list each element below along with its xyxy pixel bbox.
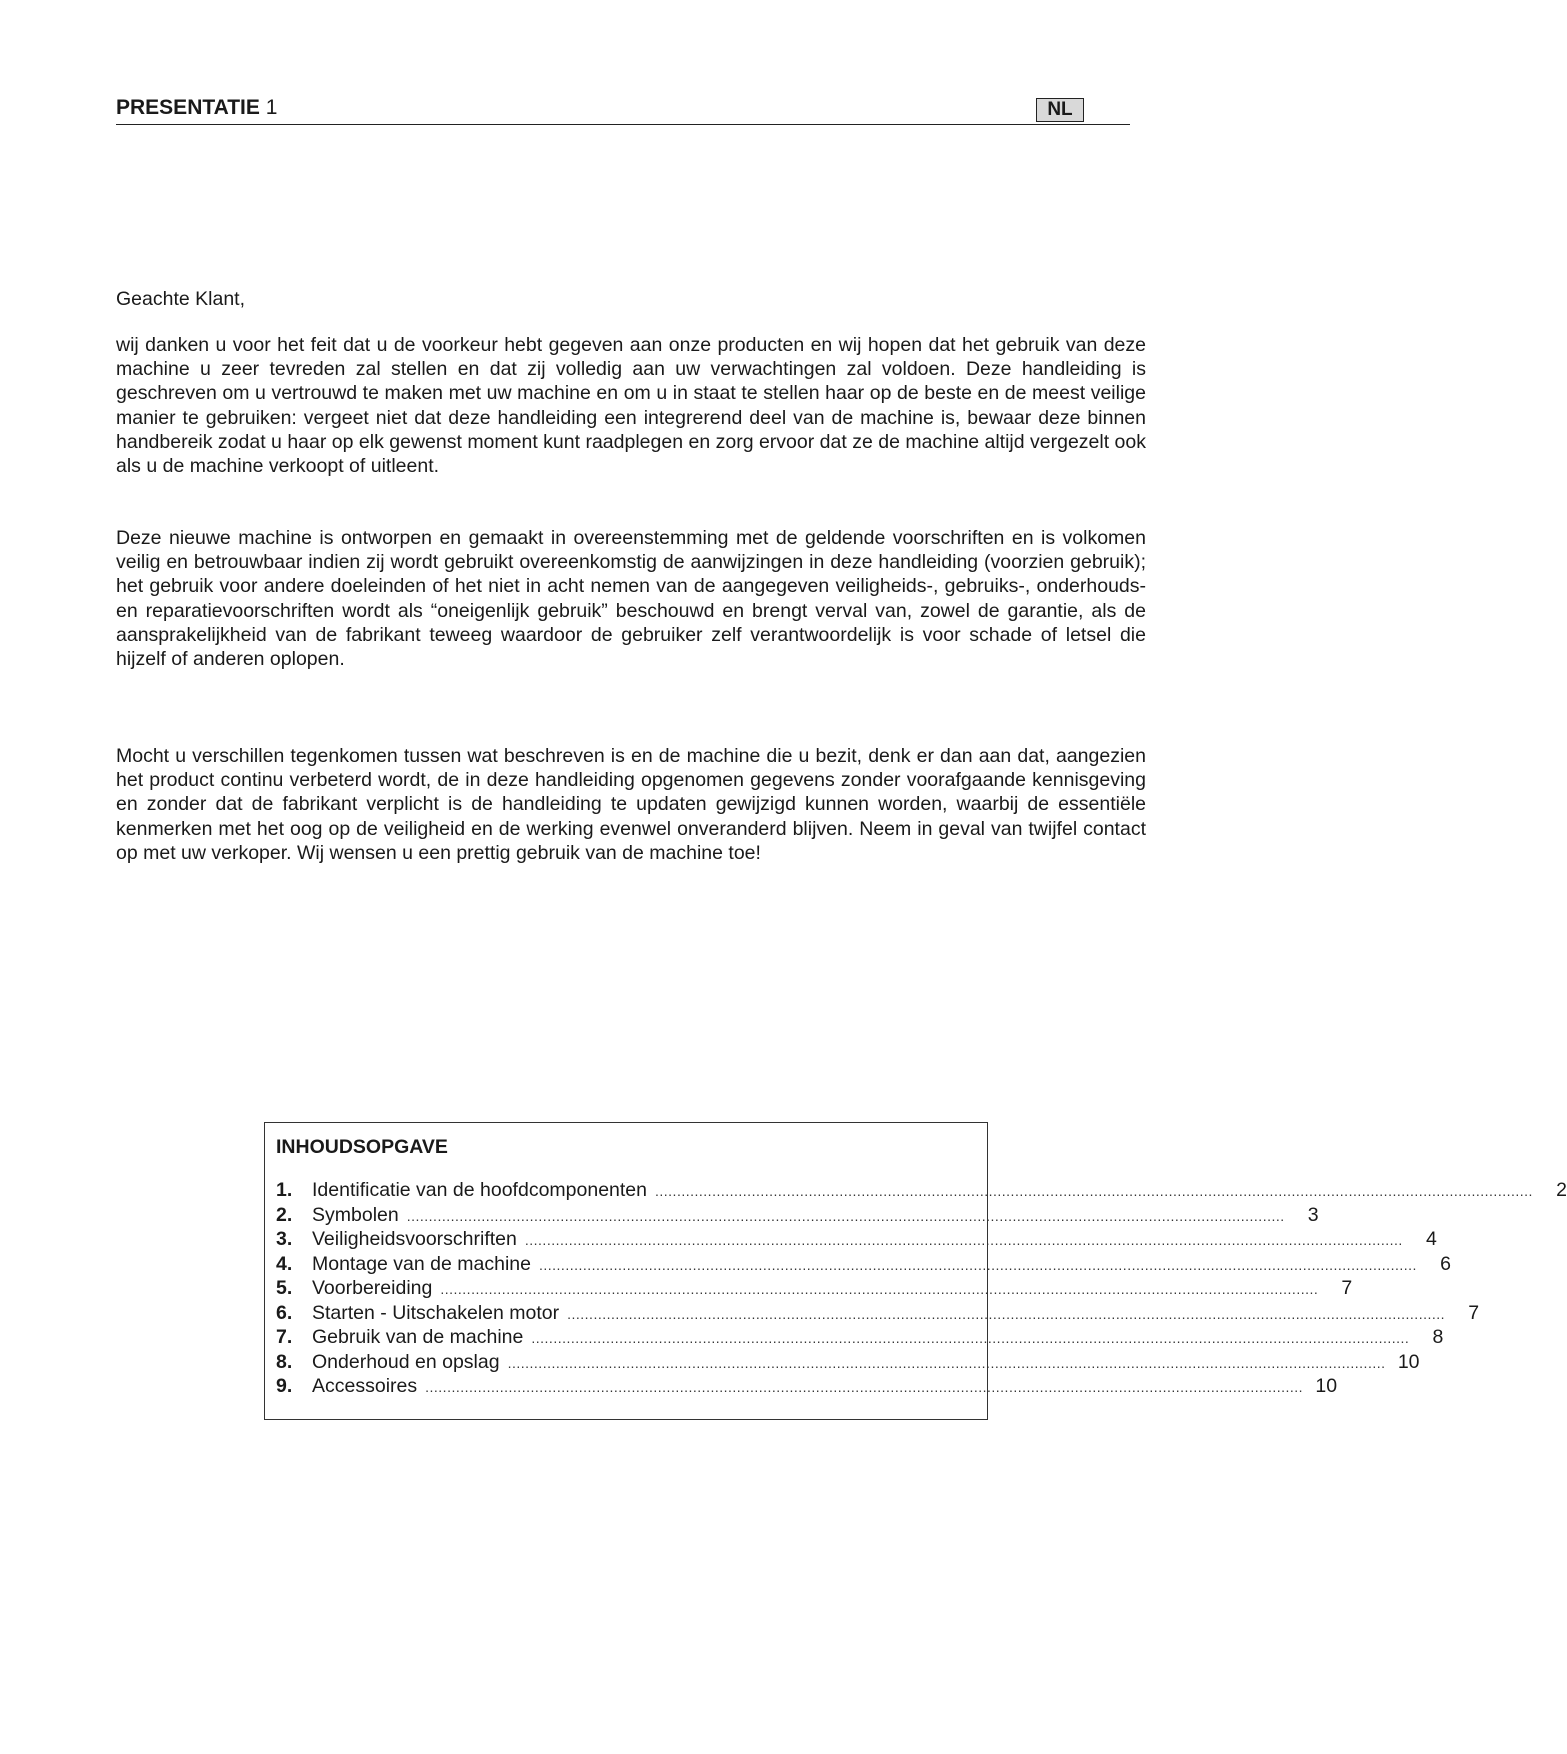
toc-item-label: Gebruik van de machine [312,1326,524,1348]
toc-dot-leader: ........................................................................................................................................................................................................ [531,1330,1410,1346]
toc-item[interactable] [276,1228,1437,1253]
toc-item-number: 8. [276,1350,293,1373]
toc-dot-leader: ........................................................................................................................................................................................................ [538,1256,1417,1273]
section-number: 1 [265,96,278,119]
toc-item-page: 8 [1432,1326,1444,1348]
toc-title: INHOUDSOPGAVE [276,1136,448,1158]
toc-item-page: 2 [1556,1179,1567,1201]
toc-dot-leader: ........................................................................................................................................................................................................ [567,1305,1446,1322]
toc-item-number: 6. [276,1301,293,1324]
toc-item-page: 4 [1425,1228,1437,1250]
table-of-contents [264,1122,1567,1420]
toc-item-number: 3. [276,1228,293,1250]
toc-item-label: Starten - Uitschakelen motor [312,1301,560,1324]
toc-item-label: Veiligheidsvoorschriften [312,1228,517,1250]
toc-item-page: 6 [1440,1252,1451,1275]
language-badge: NL [1036,98,1084,122]
toc-item-label: Identificatie van de hoofdcomponenten [312,1179,647,1201]
toc-list [276,1179,1567,1400]
toc-item[interactable] [276,1252,1451,1278]
intro-paragraph-2: Deze nieuwe machine is ontworpen en gemaakt in overeenstemming met de geldende voorschriften en is volkomen veilig en betrouwbaar indien zij wordt gebruikt overeenkomstig de aanwijzingen in deze handleiding (voorzien gebruik); het gebruik voor andere doeleinden of het niet in acht nemen van de aangegeven veiligheids-, gebruiks-, onderhouds- en reparatievoorschriften wordt als “oneigenlijk gebruik” beschouwd en brengt verval van, zowel de garantie, als de aansprakelijkheid van de fabrikant teweeg waardoor de gebruiker zelf verantwoordelijk is voor schade of letsel die hijzelf of anderen oplopen. [116,527,1146,671]
toc-item-page: 7 [1468,1301,1480,1324]
toc-item-label: Accessoires [312,1375,418,1397]
toc-item-number: 1. [276,1179,293,1201]
toc-item-number: 9. [276,1375,293,1397]
toc-item[interactable] [276,1277,1353,1302]
page-header [116,94,1130,125]
toc-dot-leader: ........................................................................................................................................................................................................ [440,1281,1319,1297]
toc-item[interactable] [276,1375,1338,1400]
toc-item-label: Voorbereiding [312,1277,433,1299]
toc-item-number: 5. [276,1277,293,1299]
toc-dot-leader: ........................................................................................................................................................................................................ [655,1183,1533,1199]
greeting: Geachte Klant, [116,288,245,310]
toc-item-page: 3 [1307,1203,1319,1226]
toc-item[interactable] [276,1179,1567,1204]
section-title [116,96,277,120]
toc-item-label: Montage van de machine [312,1252,531,1275]
toc-item-page: 7 [1341,1277,1353,1299]
toc-item-number: 4. [276,1252,293,1275]
toc-dot-leader: ........................................................................................................................................................................................................ [507,1354,1386,1371]
toc-dot-leader: ........................................................................................................................................................................................................ [406,1207,1285,1224]
toc-item-number: 2. [276,1203,293,1226]
toc-item-page: 10 [1397,1350,1420,1373]
toc-dot-leader: ........................................................................................................................................................................................................ [524,1232,1403,1248]
toc-item[interactable] [276,1326,1444,1351]
toc-item-label: Symbolen [312,1203,399,1226]
toc-item[interactable] [276,1350,1420,1376]
intro-paragraph-3: Mocht u verschillen tegenkomen tussen wat beschreven is en de machine die u bezit, denk er dan aan dat, aangezien het product continu verbeterd wordt, de in deze handleiding opgenomen gegevens zonder voorafgaande kennisgeving en zonder dat de fabrikant verplicht is de handleiding te updaten gewijzigd kunnen worden, waarbij de essentiële kenmerken met het oog op de veiligheid en de werking evenwel onveranderd blijven. Neem in geval van twijfel contact op met uw verkoper. Wij wensen u een prettig gebruik van de machine toe! [116,745,1146,864]
section-title-text: PRESENTATIE [116,96,260,119]
toc-item-number: 7. [276,1326,293,1348]
toc-item[interactable] [276,1301,1480,1327]
toc-item-label: Onderhoud en opslag [312,1350,500,1373]
toc-item-page: 10 [1315,1375,1338,1397]
toc-dot-leader: ........................................................................................................................................................................................................ [425,1379,1304,1395]
intro-paragraph-1: wij danken u voor het feit dat u de voorkeur hebt gegeven aan onze producten en wij hopen dat het gebruik van deze machine u zeer tevreden zal stellen en dat zij volledig aan uw verwachtingen zal voldoen. Deze handleiding is geschreven om u vertrouwd te maken met uw machine en om u in staat te stellen haar op de beste en de meest veilige manier te gebruiken: vergeet niet dat deze handleiding een integrerend deel van de machine is, bewaar deze binnen handbereik zodat u haar op elk gewenst moment kunt raadplegen en zorg ervoor dat ze de machine altijd vergezelt ook als u de machine verkoopt of uitleent. [116,334,1146,478]
toc-item[interactable] [276,1203,1319,1229]
